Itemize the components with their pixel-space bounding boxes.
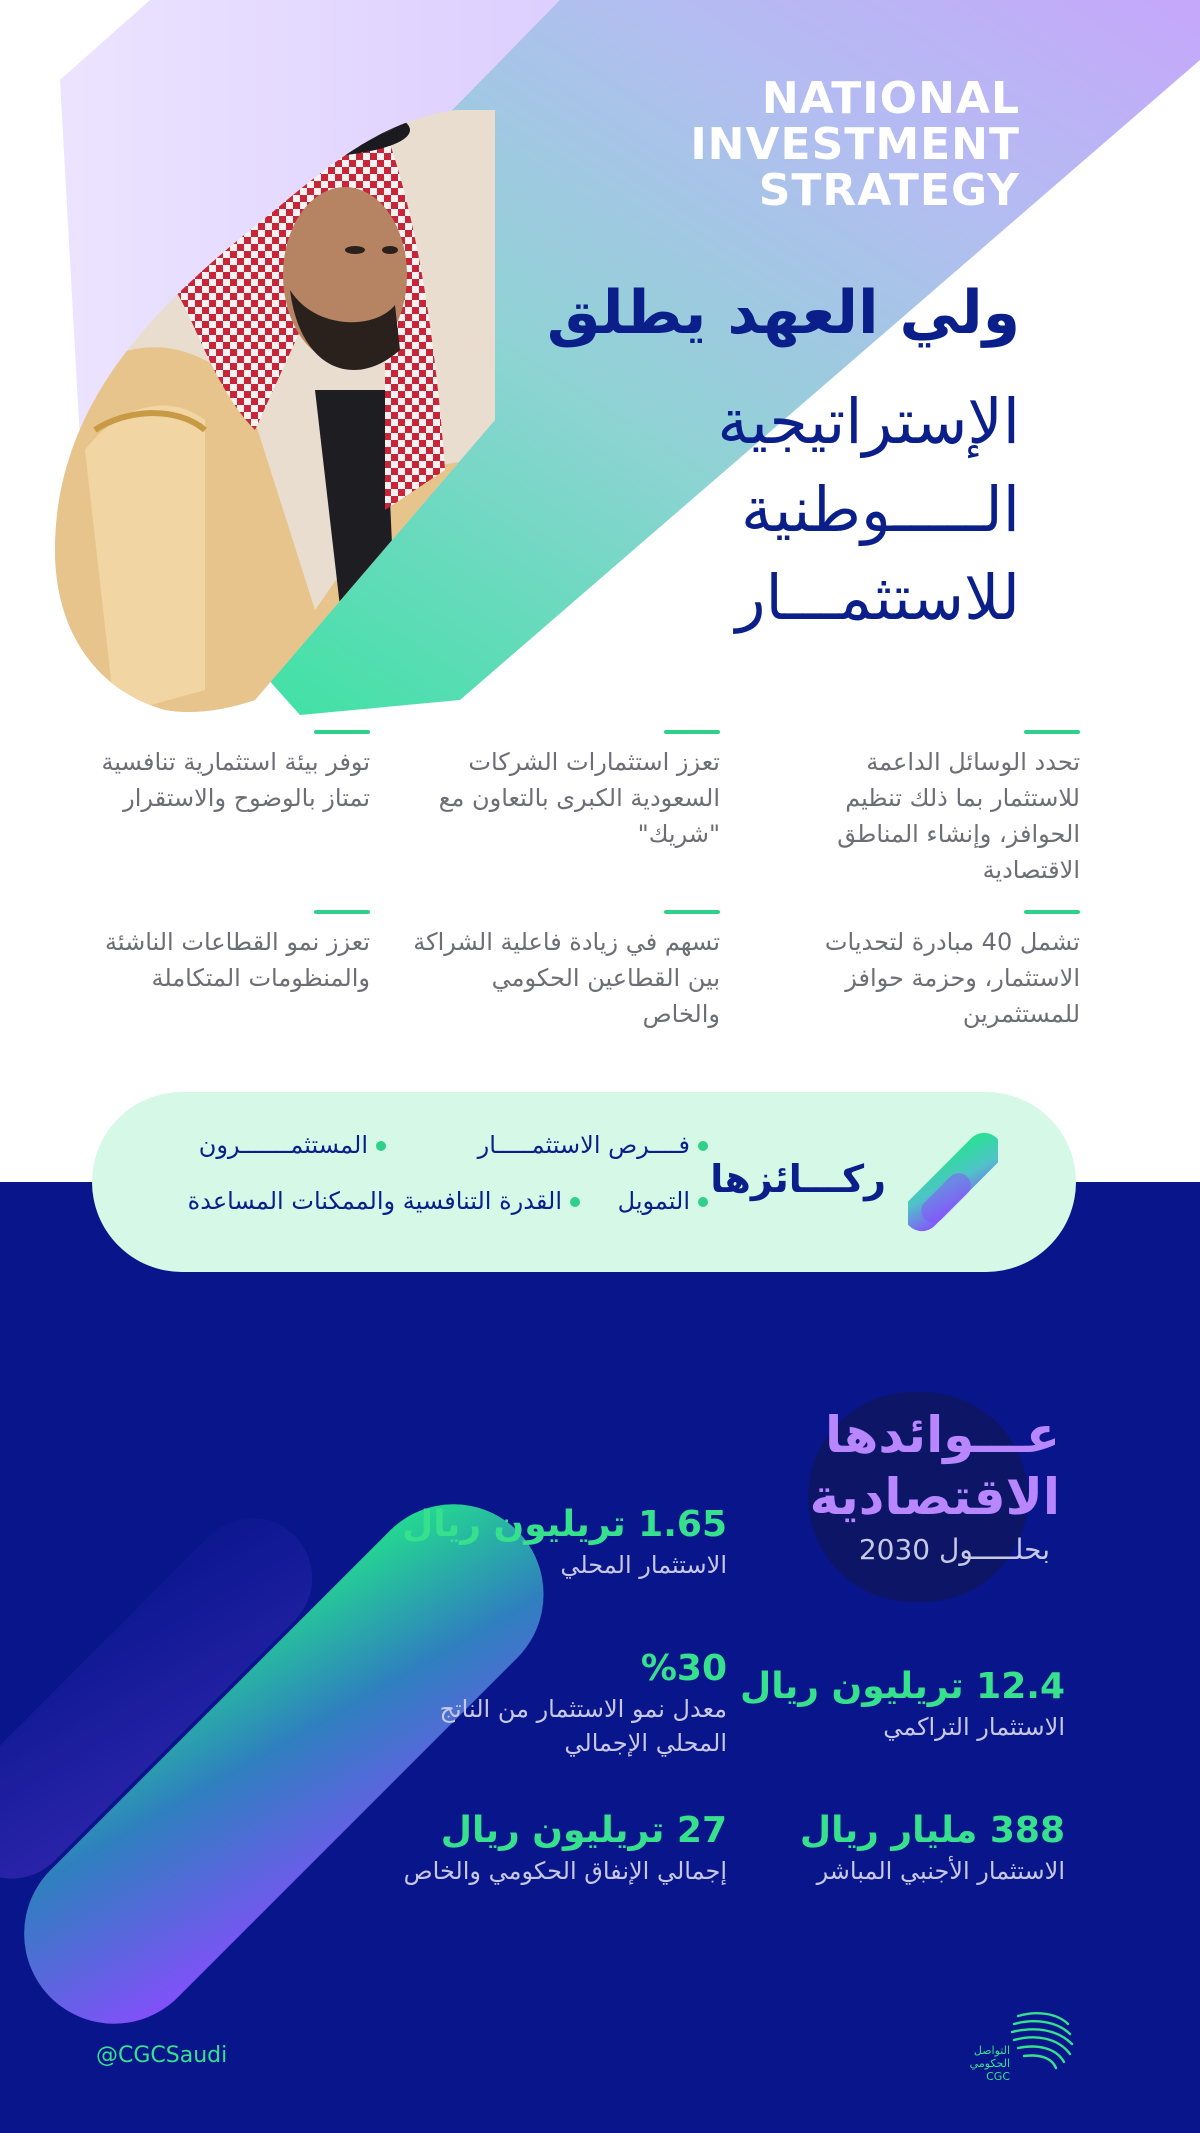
- returns-title-line-2: الاقتصادية: [809, 1468, 1060, 1526]
- stat-label: إجمالي الإنفاق الحكومي والخاص: [403, 1857, 727, 1885]
- stat-value: 388 مليار ريال: [799, 1810, 1065, 1851]
- stat-item: [307, 1502, 727, 1582]
- feature-item: [770, 730, 1080, 888]
- feature-accent-bar: [314, 730, 370, 734]
- stat-label: معدل نمو الاستثمار من الناتج المحلي الإجمالي: [439, 1695, 727, 1757]
- feature-item: [60, 730, 370, 816]
- pillar-item: [199, 1130, 386, 1160]
- pillars-title: ركـــائزها: [710, 1157, 886, 1201]
- stat-value: 1.65 تريليون ريال: [401, 1504, 727, 1545]
- pillars-capsule-icon: [908, 1126, 998, 1238]
- feature-item: [410, 910, 720, 1032]
- social-handle-link[interactable]: @CGCSaudi: [96, 2043, 228, 2068]
- features-grid: [60, 730, 1080, 1050]
- pillar-item: [188, 1186, 580, 1216]
- cgc-logo-line-3: CGC: [986, 2070, 1010, 2083]
- feature-text: تعزز نمو القطاعات الناشئة والمنظومات المتكاملة: [104, 928, 370, 992]
- stat-item: [705, 1664, 1065, 1744]
- cgc-logo-line-1: التواصل: [973, 2044, 1010, 2057]
- stat-item: [407, 1646, 727, 1760]
- pillar-bullet: [698, 1141, 708, 1151]
- pillar-item-label: القدرة التنافسية والممكنات المساعدة: [187, 1187, 562, 1215]
- brand-line-2: INVESTMENT: [690, 119, 1020, 170]
- feature-text: تعزز استثمارات الشركات السعودية الكبرى بالتعاون مع "شريك": [438, 748, 720, 848]
- pillar-item-label: فــــرص الاستثمـــــار: [477, 1131, 690, 1159]
- subheadline-line-1: الإستراتيجية: [717, 385, 1020, 458]
- stat-item: [705, 1808, 1065, 1888]
- pillar-item: [618, 1186, 708, 1216]
- bottom-section: [0, 1182, 1200, 2133]
- stat-label: الاستثمار المحلي: [560, 1551, 727, 1579]
- pillar-bullet: [570, 1197, 580, 1207]
- feature-accent-bar: [1024, 730, 1080, 734]
- subheadline-line-2: الـــــوطنية: [741, 473, 1020, 546]
- feature-accent-bar: [664, 910, 720, 914]
- pillar-item-label: المستثمـــــــرون: [198, 1131, 368, 1159]
- feature-accent-bar: [1024, 910, 1080, 914]
- feature-item: [60, 910, 370, 996]
- pillar-item-label: التمويل: [617, 1187, 690, 1215]
- stat-label: الاستثمار التراكمي: [883, 1713, 1065, 1741]
- feature-text: تحدد الوسائل الداعمة للاستثمار بما ذلك تنظيم الحوافز، وإنشاء المناطق الاقتصادية: [837, 748, 1080, 884]
- returns-subtitle: بحلـــــول 2030: [858, 1533, 1050, 1566]
- pillars-card: [92, 1092, 1076, 1272]
- returns-title-line-1: عـــوائدها: [824, 1406, 1060, 1464]
- stat-value: 27 تريليون ريال: [440, 1810, 727, 1851]
- stat-label: الاستثمار الأجنبي المباشر: [816, 1857, 1065, 1885]
- page-headline: ولي العهد يطلق: [546, 278, 1020, 348]
- national-investment-strategy-logo: [660, 73, 1020, 216]
- feature-item: [410, 730, 720, 852]
- subheadline-line-3: للاستثمـــار: [735, 561, 1020, 634]
- page-subheadline: [420, 378, 1020, 642]
- pillar-bullet: [376, 1141, 386, 1151]
- pillar-bullet: [698, 1197, 708, 1207]
- brand-line-1: NATIONAL: [761, 73, 1020, 124]
- feature-accent-bar: [664, 730, 720, 734]
- feature-text: توفر بيئة استثمارية تنافسية تمتاز بالوضوح والاستقرار: [101, 748, 370, 812]
- cgc-logo-text: [950, 2044, 1010, 2083]
- cgc-logo-line-2: الحكومي: [969, 2057, 1010, 2070]
- feature-accent-bar: [314, 910, 370, 914]
- stat-value: %30: [640, 1648, 727, 1689]
- pillar-item: [478, 1130, 708, 1160]
- brand-line-3: STRATEGY: [758, 165, 1020, 216]
- feature-text: تسهم في زيادة فاعلية الشراكة بين القطاعين الحكومي والخاص: [413, 928, 720, 1028]
- feature-item: [770, 910, 1080, 1032]
- feature-text: تشمل 40 مبادرة لتحديات الاستثمار، وحزمة حوافز للمستثمرين: [824, 928, 1080, 1028]
- stat-value: 12.4 تريليون ريال: [739, 1666, 1065, 1707]
- stat-item: [307, 1808, 727, 1888]
